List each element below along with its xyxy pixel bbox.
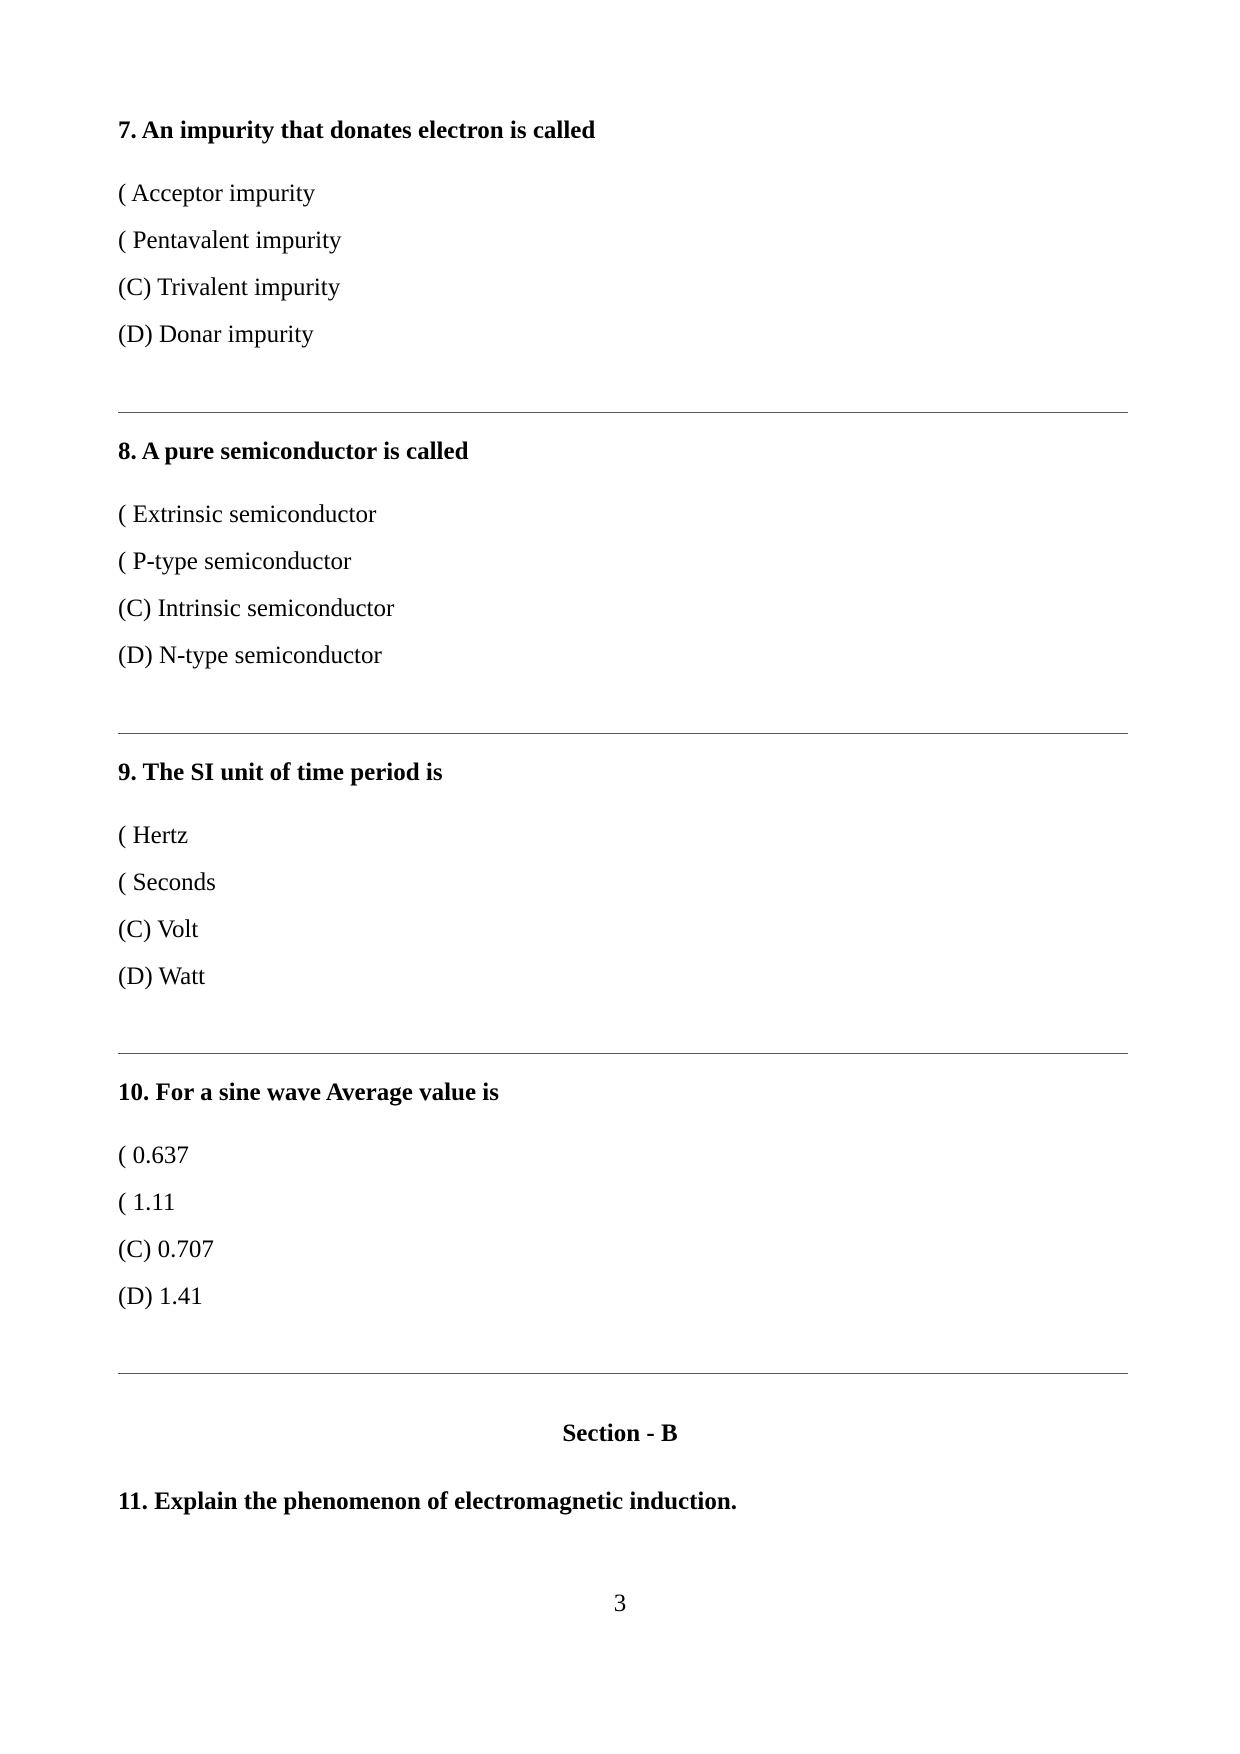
option-a: ( Acceptor impurity xyxy=(118,180,316,207)
divider xyxy=(118,1373,1128,1374)
option-a: ( 0.637 xyxy=(118,1142,189,1169)
option-c: (C) Intrinsic semiconductor xyxy=(118,595,395,622)
option-c: (C) 0.707 xyxy=(118,1236,214,1263)
question-title: 10. For a sine wave Average value is xyxy=(118,1079,499,1106)
page-number: 3 xyxy=(613,1590,627,1617)
divider xyxy=(118,733,1128,734)
question-7 xyxy=(118,116,1128,367)
question-title: 11. Explain the phenomenon of electromagnetic induction. xyxy=(118,1488,738,1515)
option-b: ( 1.11 xyxy=(118,1189,176,1216)
option-d: (D) Watt xyxy=(118,963,206,990)
question-title: 8. A pure semiconductor is called xyxy=(118,438,469,465)
option-d: (D) Donar impurity xyxy=(118,321,314,348)
option-c: (C) Volt xyxy=(118,916,199,943)
divider xyxy=(118,412,1128,413)
option-list xyxy=(118,1141,1128,1329)
option-b: ( Seconds xyxy=(118,869,216,896)
divider xyxy=(118,1053,1128,1054)
question-8 xyxy=(118,437,1128,688)
option-d: (D) N-type semiconductor xyxy=(118,642,382,669)
option-list xyxy=(118,500,1128,688)
section-heading: Section - B xyxy=(562,1420,678,1447)
option-list xyxy=(118,179,1128,367)
question-10 xyxy=(118,1078,1128,1329)
option-a: ( Extrinsic semiconductor xyxy=(118,501,377,528)
question-9 xyxy=(118,758,1128,1009)
option-b: ( P-type semiconductor xyxy=(118,548,352,575)
option-b: ( Pentavalent impurity xyxy=(118,227,342,254)
question-title: 7. An impurity that donates electron is called xyxy=(118,117,596,144)
option-d: (D) 1.41 xyxy=(118,1283,203,1310)
option-c: (C) Trivalent impurity xyxy=(118,274,341,301)
option-a: ( Hertz xyxy=(118,822,189,849)
question-title: 9. The SI unit of time period is xyxy=(118,759,443,786)
option-list xyxy=(118,821,1128,1009)
question-11 xyxy=(118,1487,1128,1517)
